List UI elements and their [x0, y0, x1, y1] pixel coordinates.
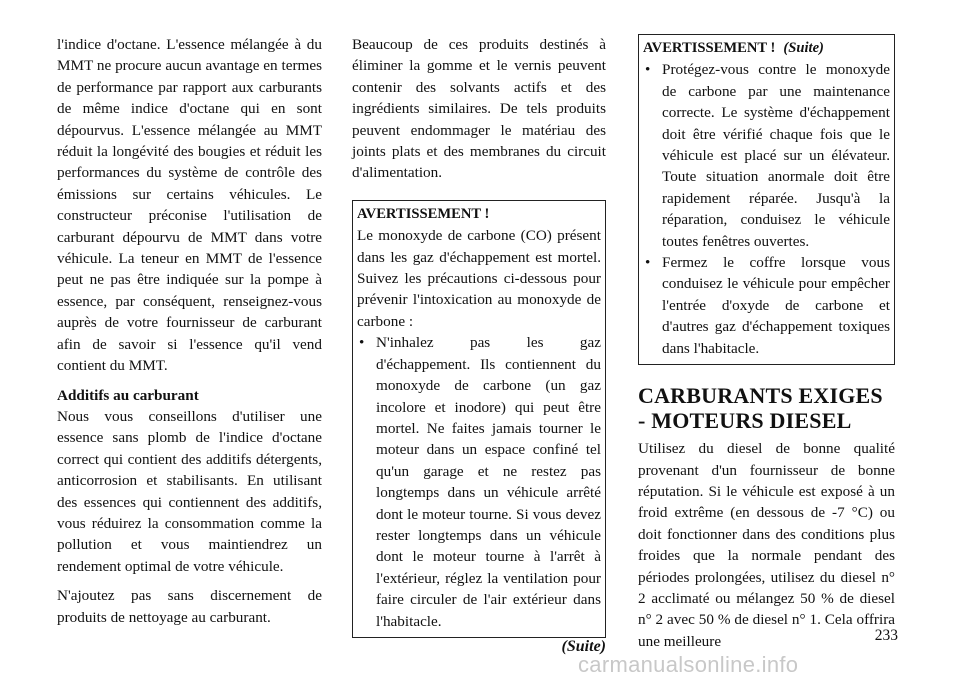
warning-bullet-list	[643, 59, 890, 359]
subheading-fuel-additives: Additifs au carburant	[57, 386, 199, 404]
body-paragraph: Nous vous conseillons d'utiliser une essence sans plomb de l'indice d'octane correct qui contient des additifs détergents, anticorrosion et stabilisants. En utilisant des essences qui contiennent des additifs, vous réduirez la consommation comme la pollution et vous maintiendrez un rendement optimal de votre véhicule.	[57, 407, 322, 575]
continued-label: (Suite)	[561, 637, 606, 655]
warning-box-carbon-monoxide	[352, 200, 606, 638]
body-paragraph: Utilisez du diesel de bonne qualité provenant d'un fournisseur de bonne réputation. Si le véhicule est exposé à un froid extrême (en dessous de -7 °C) ou doit fonctionner dans des conditions plus froides que la normale pendant des périodes prolongées, utilisez du diesel n° 2 acclimaté ou mélangez 50 % de diesel n° 2 avec 50 % de diesel n° 1. Cela offrira une meilleure	[638, 440, 895, 650]
warning-box-continued	[638, 34, 895, 365]
body-paragraph: N'ajoutez pas sans discernement de produits de nettoyage au carburant.	[57, 587, 322, 626]
warning-bullet: • Fermez le coffre lorsque vous conduisez le véhicule pour empêcher l'entrée d'oxyde de carbone et d'autres gaz d'échappement toxiques dans l'habitacle.	[643, 252, 890, 359]
middle-column	[352, 34, 606, 656]
watermark: carmanualsonline.info	[578, 652, 799, 677]
section-heading-diesel-fuel: CARBURANTS EXIGES - MOTEURS DIESEL	[638, 383, 883, 434]
left-column	[57, 34, 322, 628]
body-paragraph: Beaucoup de ces produits destinés à éliminer la gomme et le vernis peuvent contenir des solvants actifs et des ingrédients similaires. De tels produits peuvent endommager le matériau des joints plats et des membranes du circuit d'alimentation.	[352, 36, 606, 182]
continued-label: (Suite)	[783, 40, 824, 56]
warning-bullet: • Protégez-vous contre le monoxyde de carbone par une maintenance correcte. Le système d'échappement doit être vérifié chaque fois que le véhicule est placé sur un élévateur. Toute situation anormale doit être rapidement réparée. Jusqu'à la réparation, conduisez le véhicule toutes fenêtres ouvertes.	[643, 59, 890, 252]
warning-intro: Le monoxyde de carbone (CO) présent dans les gaz d'échappement est mortel. Suivez les précautions ci-dessous pour prévenir l'intoxication au monoxyde de carbone :	[357, 227, 601, 330]
warning-title-text: AVERTISSEMENT !	[643, 40, 776, 56]
warning-title	[643, 38, 890, 59]
body-paragraph: l'indice d'octane. L'essence mélangée à du MMT ne procure aucun avantage en termes de performance par rapport aux carburants de même indice d'octane qui en sont dépourvus. L'essence mélangée au MMT réduit la longévité des bougies et réduit les performances du système de contrôle des émissions sur certains véhicules. Le constructeur préconise l'utilisation de carburant dépourvu de MMT dans votre véhicule. La teneur en MMT de l'essence peut ne pas être indiquée sur la pompe à essence, par conséquent, renseignez-vous auprès de votre fournisseur de carburant afin de savoir si l'essence qu'il vend contient du MMT.	[57, 36, 322, 375]
warning-bullet: • N'inhalez pas les gaz d'échappement. Ils contiennent du monoxyde de carbone (un gaz incolore et inodore) qui peut être mortel. Ne faites jamais tourner le moteur dans un espace confiné tel qu'un garage et ne restez pas longtemps dans un véhicule arrêté dont le moteur tourne. Si vous devez rester longtemps dans un véhicule dont le moteur tourne à l'arrêt à l'extérieur, réglez la ventilation pour faire circuler de l'air extérieur dans l'habitacle.	[357, 332, 601, 632]
warning-title: AVERTISSEMENT !	[357, 205, 490, 222]
right-column	[638, 34, 895, 652]
page-number: 233	[874, 627, 898, 644]
warning-bullet-list	[357, 332, 601, 632]
